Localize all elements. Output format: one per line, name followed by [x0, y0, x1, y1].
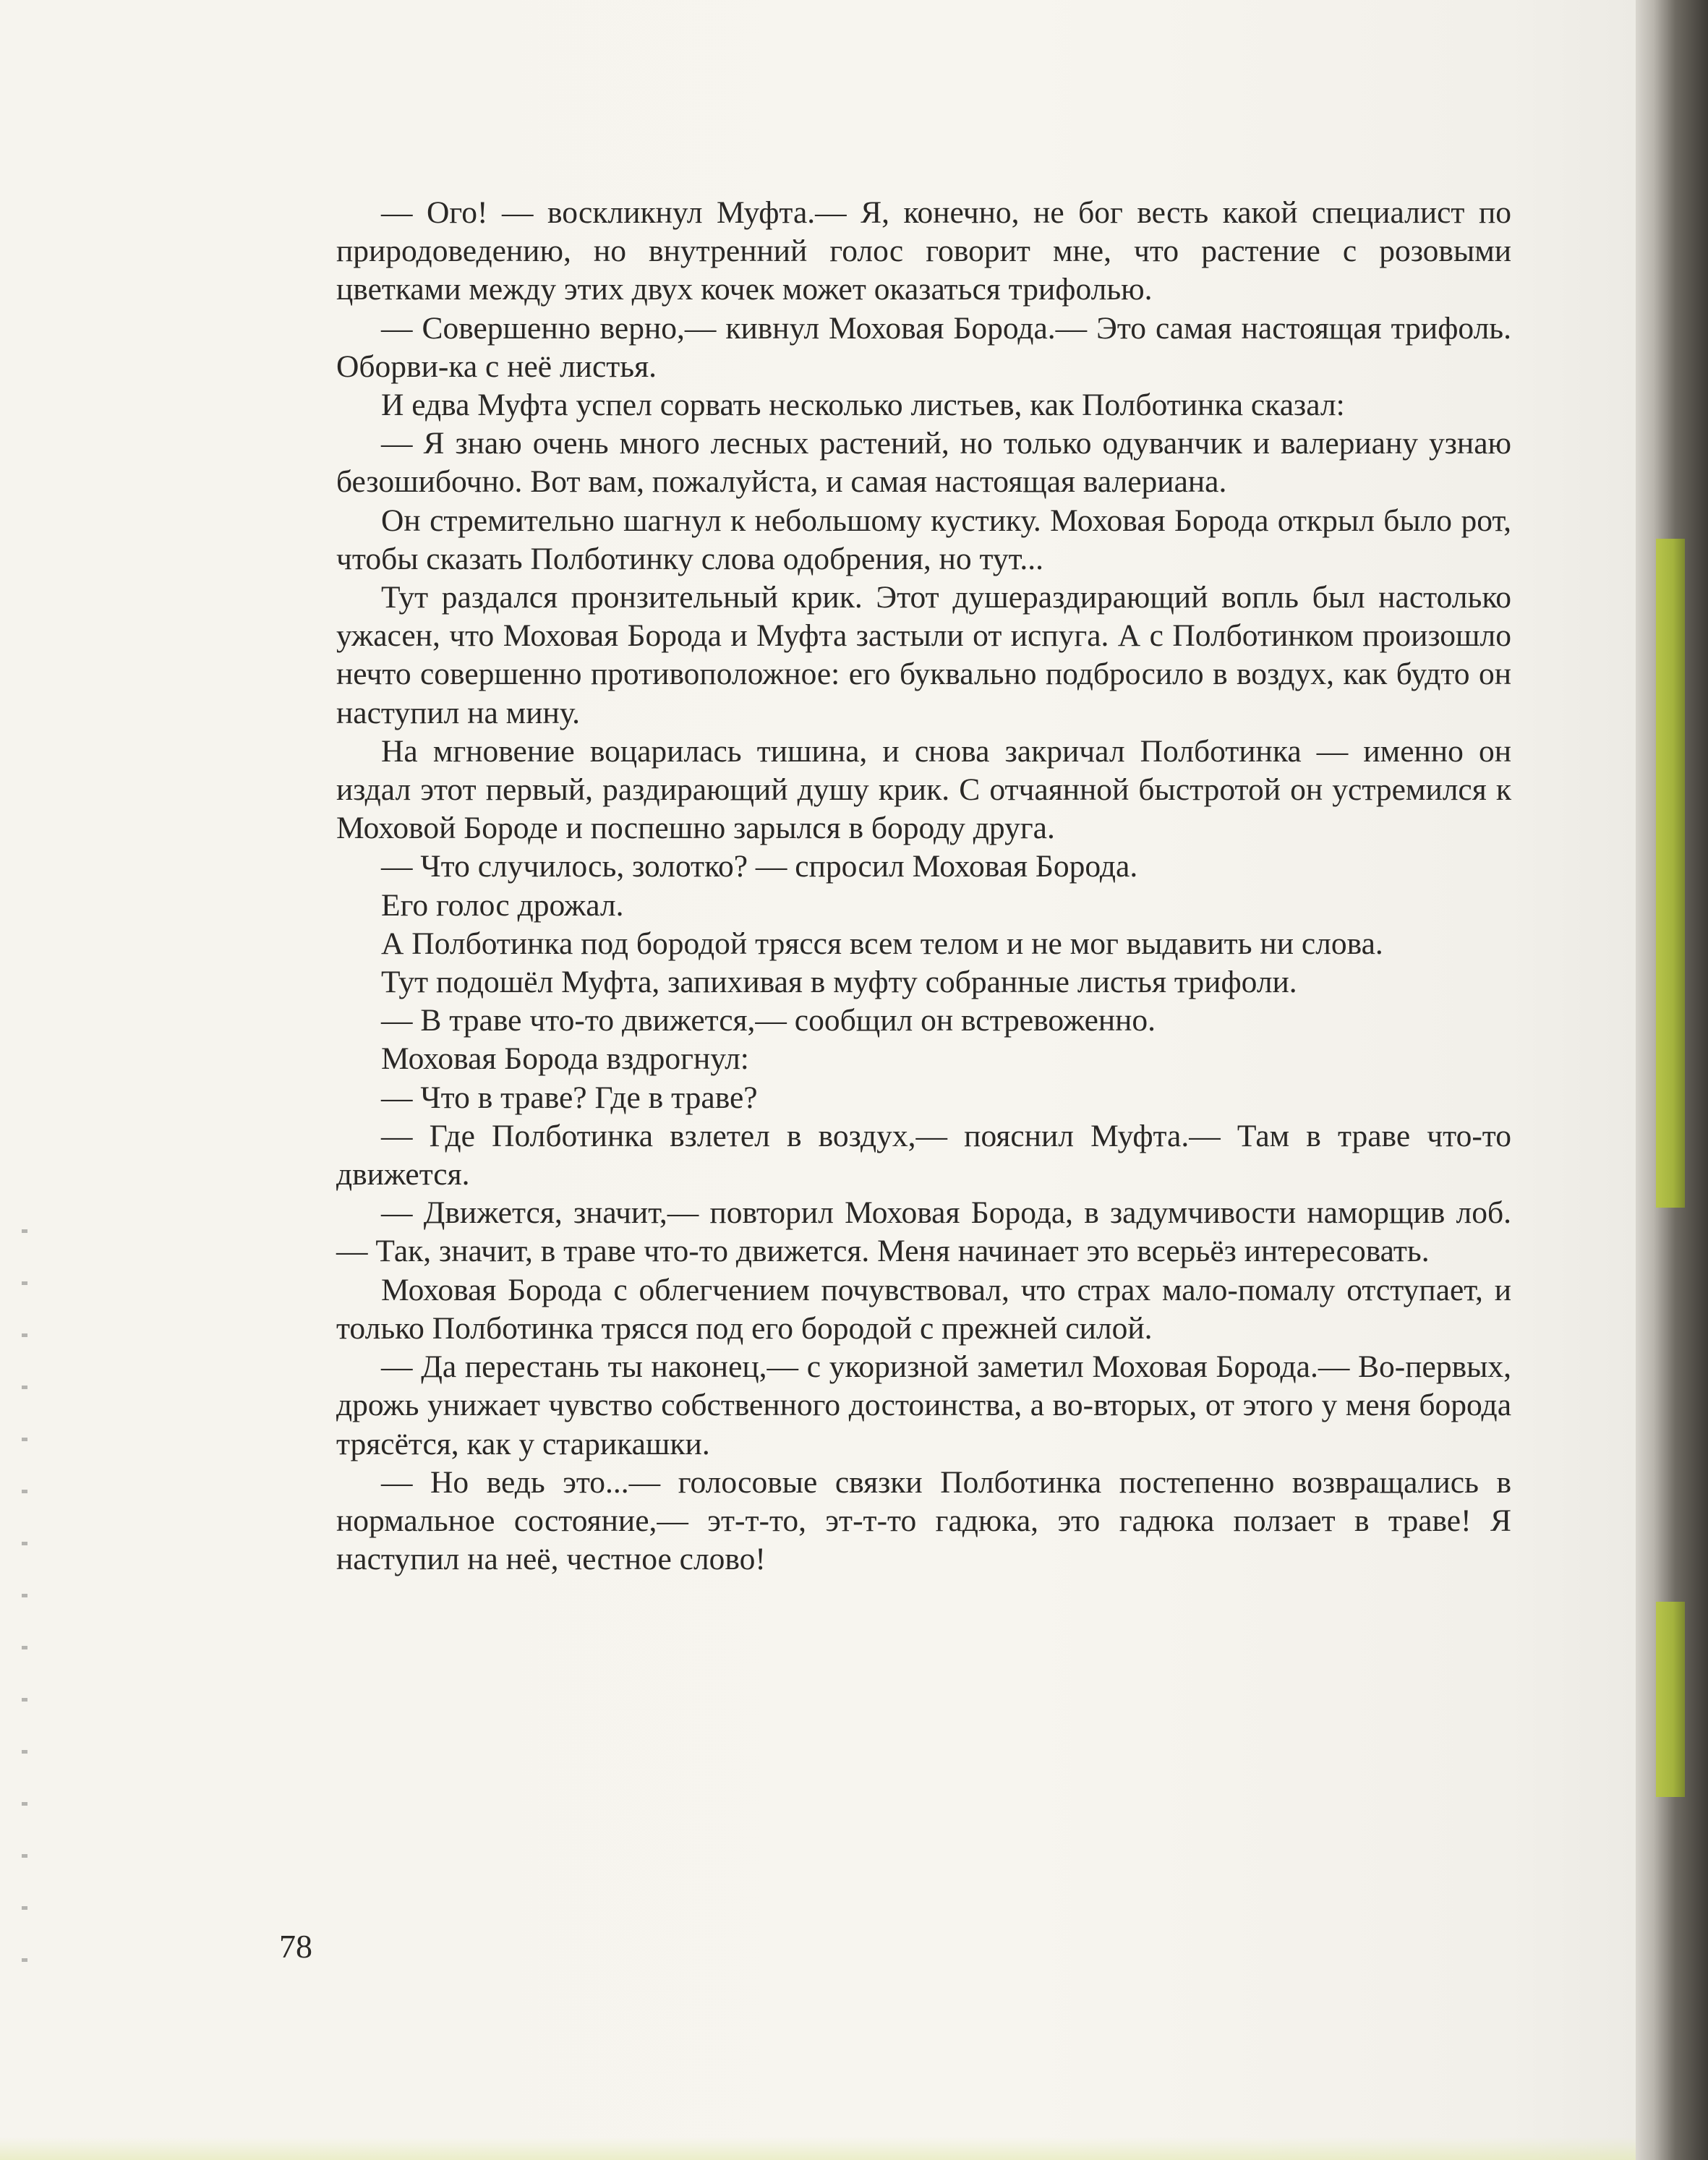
paragraph — [336, 1271, 1511, 1348]
page-number: 78 — [279, 1928, 312, 1965]
paragraph — [336, 424, 1511, 501]
paragraph-text: Тут раздался пронзительный крик. Этот душераздирающий вопль был настолько ужасен, что Моховая Борода и Муфта застыли от испуга. А с Полботинком произошло нечто совершенно противоположное: его буквально подбросило в воздух, как будто он наступил на мину. — [336, 580, 1511, 730]
paragraph-text: — Но ведь это...— голосовые связки Полботинка постепенно возвращались в нормальное состояние,— эт-т-то, эт-т-то гадюка, это гадюка ползает в траве! Я наступил на неё, честное слово! — [336, 1464, 1511, 1577]
paragraph-text: Тут подошёл Муфта, запихивая в муфту собранные листья трифоли. — [381, 965, 1297, 1000]
paragraph-text: — Я знаю очень много лесных растений, но только одуванчик и валериану узнаю безошибочно. Вот вам, пожалуйста, и самая настоящая валериана. — [336, 426, 1511, 500]
paragraph — [336, 1117, 1511, 1194]
paragraph-text: На мгновение воцарилась тишина, и снова закричал Полботинка — именно он издал этот первый, раздирающий душу крик. С отчаянной быстротой он устремился к Моховой Бороде и поспешно зарылся в бороду друга. — [336, 733, 1511, 846]
paragraph-text: Он стремительно шагнул к небольшому кустику. Моховая Борода открыл было рот, чтобы сказать Полботинку слова одобрения, но тут... — [336, 503, 1511, 576]
green-edge-strip-top — [1656, 539, 1685, 1208]
paragraph — [336, 1464, 1511, 1579]
paragraph-text: — В траве что-то движется,— сообщил он встревоженно. — [381, 1003, 1156, 1038]
paragraph — [336, 502, 1511, 579]
paragraph — [336, 1002, 1511, 1040]
paragraph-text: — Где Полботинка взлетел в воздух,— пояснил Муфта.— Там в траве что-то движется. — [336, 1118, 1511, 1192]
paragraph-text: — Совершенно верно,— кивнул Моховая Борода.— Это самая настоящая трифоль. Оборви-ка с неё листья. — [336, 310, 1511, 384]
paragraph — [336, 963, 1511, 1002]
paragraph — [336, 579, 1511, 733]
paragraph — [336, 194, 1511, 310]
paragraph-text: Моховая Борода вздрогнул: — [381, 1041, 749, 1077]
paragraph-text: И едва Муфта успел сорвать несколько листьев, как Полботинка сказал: — [381, 388, 1345, 423]
paragraph — [336, 1194, 1511, 1271]
paragraph-text: — Что случилось, золотко? — спросил Моховая Борода. — [381, 849, 1138, 884]
paragraph-text: — Ого! — воскликнул Муфта.— Я, конечно, не бог весть какой специалист по природоведению, но внутренний голос говорит мне, что растение с розовыми цветками между этих двух кочек может оказаться трифолью. — [336, 195, 1511, 307]
paragraph — [336, 733, 1511, 848]
margin-scan-marks — [22, 1229, 27, 1989]
paragraph-text: — Да перестань ты наконец,— с укоризной заметил Моховая Борода.— Во-первых, дрожь унижает чувство собственного достоинства, а во-вторых, от этого у меня борода трясётся, как у старикашки. — [336, 1349, 1511, 1461]
paragraph — [336, 310, 1511, 386]
body-text — [336, 194, 1511, 1579]
paragraph — [336, 386, 1511, 424]
paragraph-text: — Что в траве? Где в траве? — [381, 1080, 758, 1115]
paragraph — [336, 1040, 1511, 1078]
paragraph-text: — Движется, значит,— повторил Моховая Борода, в задумчивости наморщив лоб.— Так, значит, в траве что-то движется. Меня начинает это всерьёз интересовать. — [336, 1195, 1511, 1269]
paragraph — [336, 925, 1511, 963]
paragraph — [336, 848, 1511, 886]
green-edge-strip-bottom — [1656, 1602, 1685, 1797]
paragraph — [336, 1348, 1511, 1464]
paragraph — [336, 1079, 1511, 1117]
paragraph — [336, 887, 1511, 925]
bottom-edge-tint — [0, 2137, 1636, 2160]
paragraph-text: Моховая Борода с облегчением почувствовал, что страх мало-помалу отступает, и только Полботинка трясся под его бородой с прежней силой. — [336, 1272, 1511, 1346]
paragraph-text: А Полботинка под бородой трясся всем телом и не мог выдавить ни слова. — [381, 926, 1383, 961]
paragraph-text: Его голос дрожал. — [381, 887, 624, 923]
